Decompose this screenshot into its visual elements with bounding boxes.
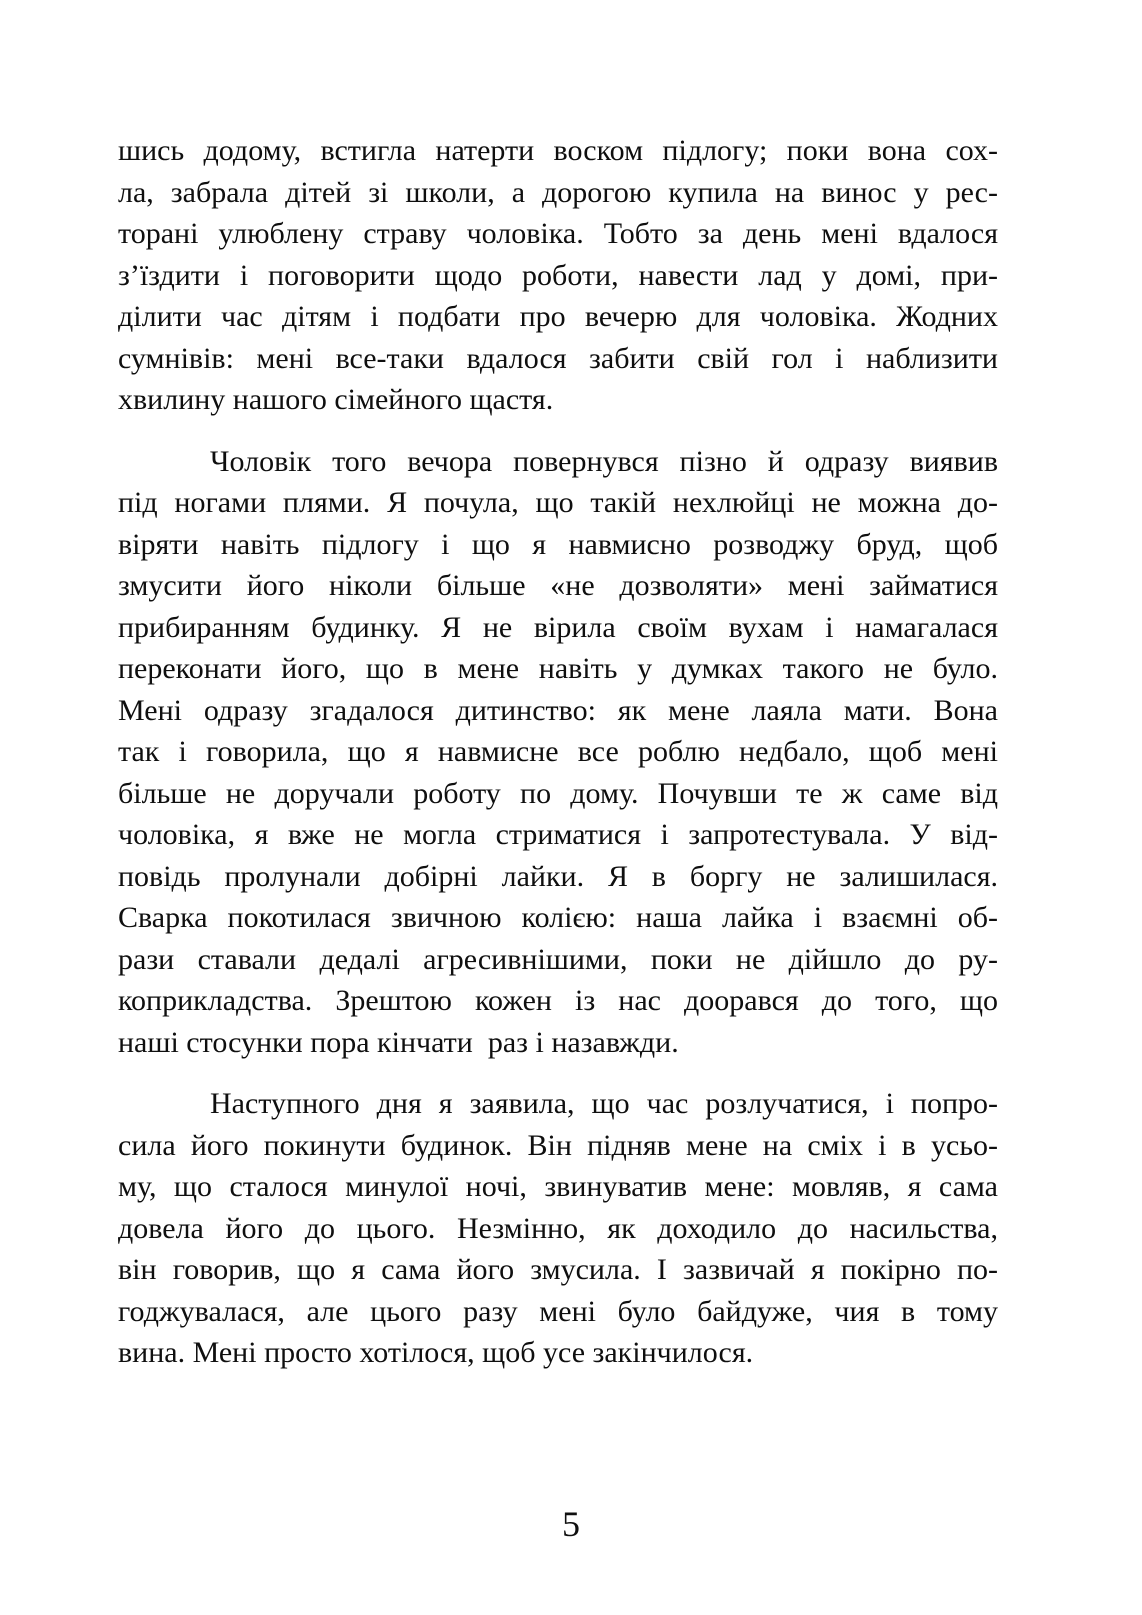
paragraph bbox=[118, 441, 998, 1064]
text-line: під ногами плями. Я почула, що такій нехлюйці не можна до- bbox=[118, 486, 998, 519]
text-line: віряти навіть підлогу і що я навмисно розводжу бруд, щоб bbox=[118, 527, 998, 561]
text-line: сумнівів: мені все-таки вдалося забити свій гол і наблизити bbox=[118, 341, 998, 375]
text-block bbox=[118, 130, 998, 1374]
text-line: ділити час дітям і подбати про вечерю для чоловіка. Жодних bbox=[118, 300, 998, 333]
text-line: сила його покинути будинок. Він підняв мене на сміх і в усьо- bbox=[118, 1128, 998, 1162]
text-line: переконати його, що в мене навіть у думках такого не було. bbox=[118, 652, 998, 685]
text-line: з’їздити і поговорити щодо роботи, навести лад у домі, при- bbox=[118, 258, 998, 292]
text-line: торані улюблену страву чоловіка. Тобто за день мені вдалося bbox=[118, 217, 998, 250]
text-line: довела його до цього. Незмінно, як доходило до насильства, bbox=[118, 1211, 998, 1245]
text-line: годжувалася, але цього разу мені було байдуже, чия в тому bbox=[118, 1294, 998, 1328]
text-line: прибиранням будинку. Я не вірила своїм вухам і намагалася bbox=[118, 610, 998, 644]
text-line: му, що сталося минулої ночі, звинуватив мене: мовляв, я сама bbox=[118, 1170, 998, 1203]
text-line: наші стосунки пора кінчати раз і назавжди. bbox=[118, 1025, 679, 1059]
text-line: Чоловік того вечора повернувся пізно й одразу виявив bbox=[210, 444, 998, 478]
text-line: шись додому, встигла натерти воском підлогу; поки вона сох- bbox=[118, 134, 998, 167]
text-line: вина. Мені просто хотілося, щоб усе закінчилося. bbox=[118, 1336, 754, 1369]
text-line: Сварка покотилася звичною колією: наша лайка і взаємні об- bbox=[118, 901, 998, 934]
text-line: змусити його ніколи більше «не дозволяти» мені займатися bbox=[118, 569, 998, 602]
text-line: хвилину нашого сімейного щастя. bbox=[118, 383, 554, 416]
text-line: чоловіка, я вже не могла стриматися і запротестувала. У від- bbox=[118, 818, 998, 851]
text-line: повідь пролунали добірні лайки. Я в боргу не залишилася. bbox=[118, 859, 998, 893]
text-line: більше не доручали роботу по дому. Почувши те ж саме від bbox=[118, 776, 998, 810]
text-line: Наступного дня я заявила, що час розлучатися, і попро- bbox=[210, 1087, 998, 1120]
paragraph bbox=[118, 1083, 998, 1374]
paragraph bbox=[118, 130, 998, 421]
text-line: рази ставали дедалі агресивнішими, поки не дійшло до ру- bbox=[118, 942, 998, 976]
text-line: ла, забрала дітей зі школи, а дорогою купила на винос у рес- bbox=[118, 175, 998, 209]
text-line: коприкладства. Зрештою кожен із нас доорався до того, що bbox=[118, 984, 998, 1017]
page-number: 5 bbox=[562, 1504, 580, 1544]
text-line: так і говорила, що я навмисне все роблю недбало, щоб мені bbox=[118, 735, 998, 768]
text-line: він говорив, що я сама його змусила. І зазвичай я покірно по- bbox=[118, 1253, 998, 1286]
text-line: Мені одразу згадалося дитинство: як мене лаяла мати. Вона bbox=[118, 693, 998, 727]
